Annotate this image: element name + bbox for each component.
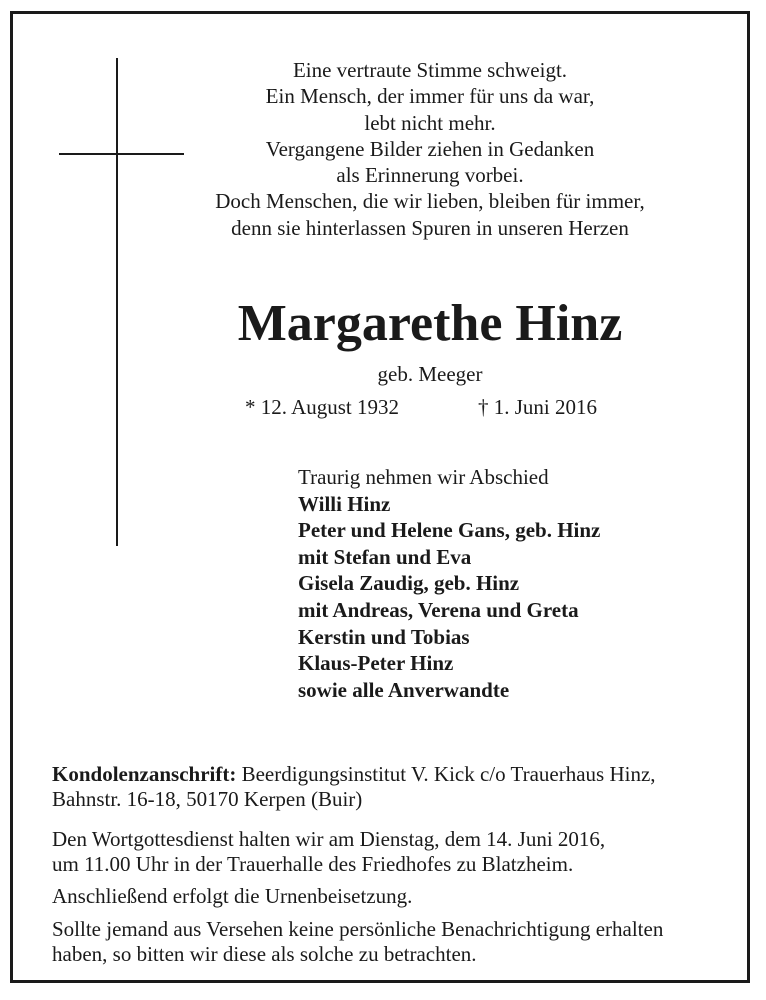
maiden-name: geb. Meeger (377, 362, 483, 386)
condolence-line: Beerdigungsinstitut V. Kick c/o Trauerhaus Hinz, (236, 762, 656, 786)
mourner-name: Willi Hinz (298, 491, 391, 516)
mourner-name: mit Stefan und Eva (298, 544, 472, 569)
poem (150, 57, 710, 241)
poem-line: als Erinnerung vorbei. (336, 163, 524, 188)
service-info (52, 827, 742, 876)
mourner-name: sowie alle Anverwandte (298, 677, 510, 702)
condolence-line: Bahnstr. 16-18, 50170 Kerpen (Buir) (52, 786, 363, 811)
poem-line: Vergangene Bilder ziehen in Gedanken (265, 136, 595, 161)
mourners-intro: Traurig nehmen wir Abschied (298, 465, 549, 489)
mourner-name: Peter und Helene Gans, geb. Hinz (298, 518, 601, 543)
poem-line: Doch Menschen, die wir lieben, bleiben für immer, (215, 189, 645, 214)
poem-line: Eine vertraute Stimme schweigt. (292, 58, 568, 82)
burial-line: Anschließend erfolgt die Urnenbeisetzung. (52, 884, 413, 908)
notice-line: Sollte jemand aus Versehen keine persönliche Benachrichtigung erhalten (52, 917, 664, 941)
condolence-label: Kondolenzanschrift: (52, 762, 237, 786)
service-line: Den Wortgottesdienst halten wir am Dienstag, dem 14. Juni 2016, (52, 827, 606, 851)
death-date: † 1. Juni 2016 (478, 395, 598, 419)
notice-info (52, 917, 742, 966)
deceased-name: Margarethe Hinz (237, 295, 623, 352)
poem-line: denn sie hinterlassen Spuren in unseren Herzen (231, 215, 629, 240)
condolence-address (52, 762, 742, 811)
notice-line: haben, so bitten wir diese als solche zu betrachten. (52, 941, 477, 966)
cross-icon-vertical (116, 58, 118, 546)
burial-info (52, 884, 742, 909)
mourner-name: mit Andreas, Verena und Greta (298, 597, 579, 622)
mourner-name: Gisela Zaudig, geb. Hinz (298, 571, 520, 596)
birth-date: * 12. August 1932 (245, 395, 400, 419)
mourner-name: Klaus-Peter Hinz (298, 651, 454, 676)
service-line: um 11.00 Uhr in der Trauerhalle des Friedhofes zu Blatzheim. (52, 851, 574, 876)
poem-line: lebt nicht mehr. (364, 110, 496, 135)
mourners-list (298, 464, 600, 703)
poem-line: Ein Mensch, der immer für uns da war, (265, 84, 595, 109)
mourner-name: Kerstin und Tobias (298, 624, 470, 649)
